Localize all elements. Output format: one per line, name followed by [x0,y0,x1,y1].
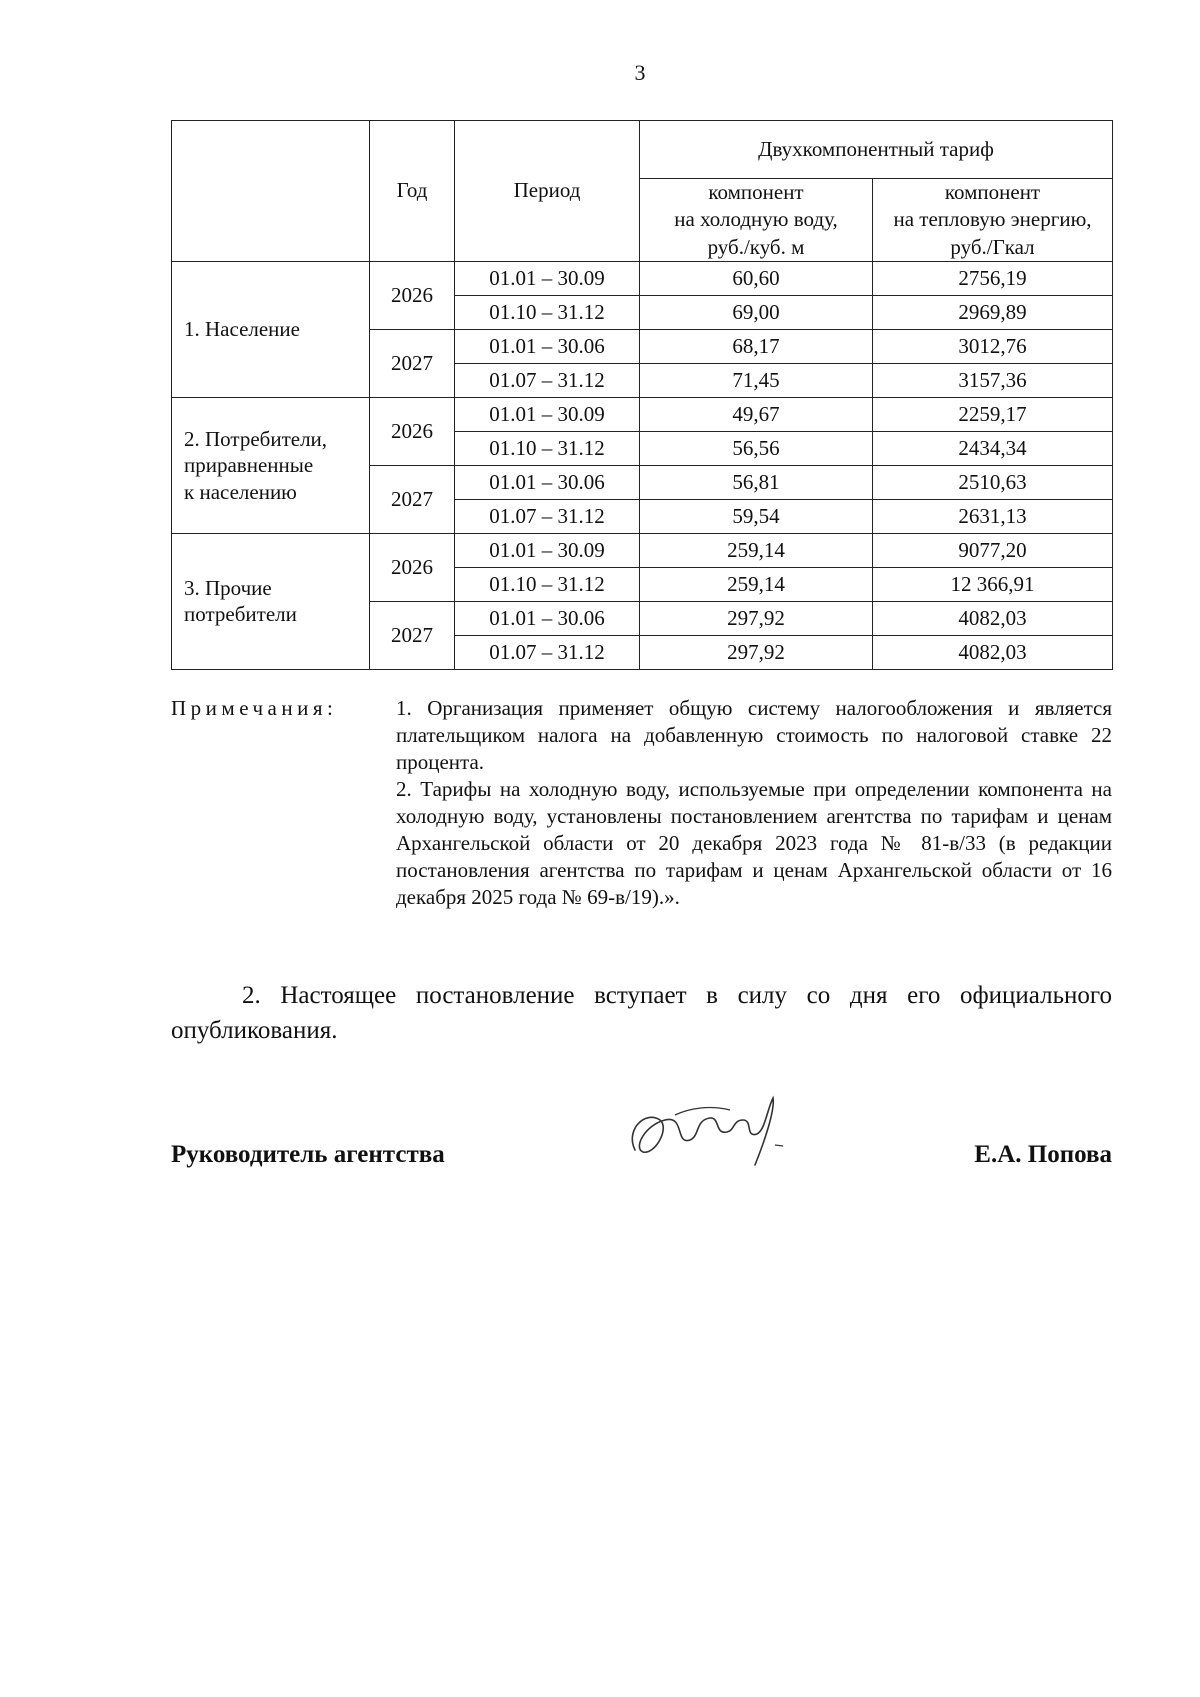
cold-cell: 297,92 [640,635,873,669]
period-cell: 01.01 – 30.06 [455,601,640,635]
handwritten-signature [615,1090,815,1180]
heat-cell: 9077,20 [873,533,1113,567]
period-cell: 01.07 – 31.12 [455,499,640,533]
cold-cell: 71,45 [640,363,873,397]
period-cell: 01.07 – 31.12 [455,363,640,397]
heat-cell: 2969,89 [873,295,1113,329]
signatory-name: Е.А. Попова [974,1141,1112,1168]
notes-label: Примечания: [171,696,338,720]
heat-cell: 4082,03 [873,601,1113,635]
cold-cell: 60,60 [640,261,873,295]
year-cell: 2027 [370,465,455,533]
heat-cell: 4082,03 [873,635,1113,669]
period-cell: 01.01 – 30.06 [455,465,640,499]
cold-cell: 56,56 [640,431,873,465]
page-number: 3 [634,60,646,85]
tariff-header: Двухкомпонентный тариф [640,121,1113,179]
period-cell: 01.10 – 31.12 [455,431,640,465]
heat-cell: 2631,13 [873,499,1113,533]
tariff-table [171,120,1113,670]
heat-cell: 3157,36 [873,363,1113,397]
heat-header: компонент на тепловую энергию, руб./Гкал [873,179,1113,262]
heat-cell: 2259,17 [873,397,1113,431]
heat-cell: 3012,76 [873,329,1113,363]
note-item: 1. Организация применяет общую систему налогообложения и является плательщиком налога на добавленную стоимость по налоговой ставке 22 процента. [396,696,1112,774]
heat-cell: 2756,19 [873,261,1113,295]
year-cell: 2026 [370,261,455,329]
heat-cell: 12 366,91 [873,567,1113,601]
period-header: Период [455,121,640,262]
year-cell: 2027 [370,329,455,397]
period-cell: 01.01 – 30.09 [455,397,640,431]
cold-cell: 259,14 [640,567,873,601]
period-cell: 01.01 – 30.09 [455,533,640,567]
category-cell: 3. Прочие потребители [172,533,370,669]
period-cell: 01.01 – 30.09 [455,261,640,295]
period-cell: 01.01 – 30.06 [455,329,640,363]
cold-cell: 59,54 [640,499,873,533]
effective-clause: 2. Настоящее постановление вступает в силу со дня его официального опубликования. [171,982,1112,1044]
table-row [172,397,1113,431]
period-cell: 01.10 – 31.12 [455,567,640,601]
year-cell: 2026 [370,533,455,601]
category-cell: 2. Потребители, приравненные к населению [172,397,370,533]
cold-cell: 259,14 [640,533,873,567]
notes-body [396,695,1112,911]
cold-cell: 69,00 [640,295,873,329]
cold-cell: 49,67 [640,397,873,431]
table-row [172,533,1113,567]
year-cell: 2026 [370,397,455,465]
heat-cell: 2510,63 [873,465,1113,499]
cold-cell: 56,81 [640,465,873,499]
category-header [172,121,370,262]
cold-cell: 297,92 [640,601,873,635]
signatory-title: Руководитель агентства [171,1141,445,1168]
heat-cell: 2434,34 [873,431,1113,465]
table-row [172,261,1113,295]
note-item: 2. Тарифы на холодную воду, используемые при определении компонента на холодную воду, установлены постановлением агентства по тарифам и ценам Архангельской области от 20 декабря 2023 года № 81-в/33 (в редакции постановления агентства по тарифам и ценам Архангельской области от 16 декабря 2025 года № 69-в/19).». [396,777,1112,909]
period-cell: 01.10 – 31.12 [455,295,640,329]
cold-cell: 68,17 [640,329,873,363]
category-cell: 1. Население [172,261,370,397]
year-cell: 2027 [370,601,455,669]
cold-water-header: компонент на холодную воду, руб./куб. м [640,179,873,262]
period-cell: 01.07 – 31.12 [455,635,640,669]
year-header: Год [370,121,455,262]
